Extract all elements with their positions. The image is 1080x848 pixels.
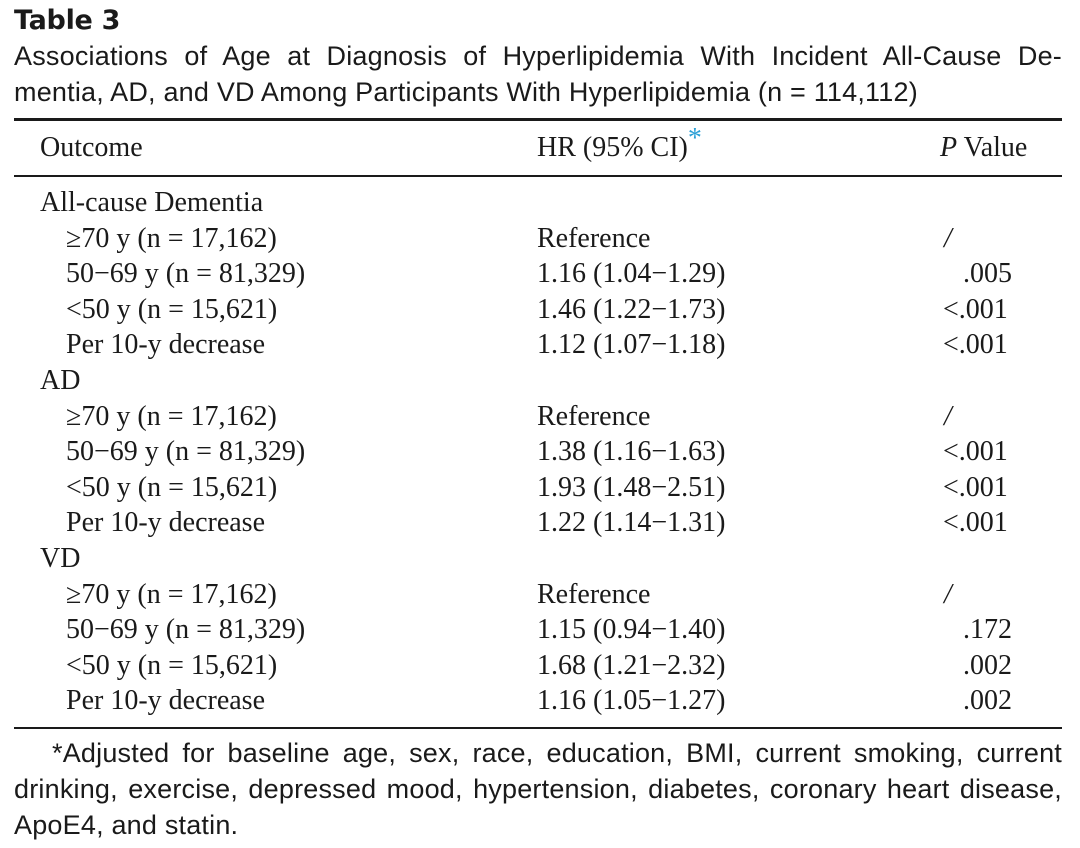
cell-p-value xyxy=(938,434,1048,470)
cell-outcome: <50 y (n = 15,621) xyxy=(66,649,278,681)
header-hr-label: HR (95% CI) xyxy=(537,132,688,163)
table-row xyxy=(14,577,1062,613)
group-header-row xyxy=(14,185,1062,221)
p-value-text: <.001 xyxy=(943,293,1008,325)
table-row xyxy=(14,470,1062,506)
cell-p-value xyxy=(938,612,1048,648)
cell-p-value xyxy=(938,648,1048,684)
table-footnote xyxy=(14,735,1062,843)
p-value-text: <.001 xyxy=(943,436,1008,468)
table-row xyxy=(14,434,1062,470)
table-row xyxy=(14,327,1062,363)
p-value-text: <.001 xyxy=(943,329,1008,361)
cell-p-value xyxy=(938,399,1048,435)
table-row xyxy=(14,256,1062,292)
cell-outcome: Per 10-y decrease xyxy=(66,329,266,361)
footnote-marker-link[interactable]: * xyxy=(687,123,702,154)
cell-outcome: ≥70 y (n = 17,162) xyxy=(66,400,277,432)
table-figure xyxy=(14,4,1062,843)
cell-hr: 1.16 (1.05−1.27) xyxy=(537,685,726,717)
p-value-text: / xyxy=(944,222,952,254)
table-body xyxy=(14,177,1062,727)
footnote-line-1: *Adjusted for baseline age, sex, race, education, BMI, current smoking, current xyxy=(52,737,1062,768)
table-row xyxy=(14,399,1062,435)
cell-outcome: <50 y (n = 15,621) xyxy=(66,471,278,503)
p-value-text: .005 xyxy=(963,258,1012,290)
cell-outcome: 50−69 y (n = 81,329) xyxy=(66,258,306,290)
table-row xyxy=(14,683,1062,719)
cell-outcome: 50−69 y (n = 81,329) xyxy=(66,436,306,468)
header-p-value xyxy=(940,121,1027,175)
group-header-row xyxy=(14,363,1062,399)
caption-line-2: mentia, AD, and VD Among Participants With Hyperlipidemia (n = 114,112) xyxy=(14,77,918,107)
bottom-rule xyxy=(14,727,1062,729)
cell-outcome: 50−69 y (n = 81,329) xyxy=(66,614,306,646)
table-row xyxy=(14,221,1062,257)
header-p-italic: P xyxy=(940,132,958,163)
cell-p-value xyxy=(938,505,1048,541)
table-caption xyxy=(14,38,1062,110)
p-value-text: .172 xyxy=(963,614,1012,646)
p-value-text: / xyxy=(944,400,952,432)
cell-hr: 1.93 (1.48−2.51) xyxy=(537,471,726,503)
p-value-text: / xyxy=(944,578,952,610)
group-label: VD xyxy=(40,542,81,574)
group-label: All-cause Dementia xyxy=(40,187,264,218)
cell-hr: 1.12 (1.07−1.18) xyxy=(537,329,726,361)
header-hr xyxy=(537,121,702,175)
caption-line-1: Associations of Age at Diagnosis of Hyperlipidemia With Incident All-Cause De- xyxy=(14,41,1062,71)
p-value-text: .002 xyxy=(963,685,1012,717)
cell-outcome: ≥70 y (n = 17,162) xyxy=(66,578,277,610)
cell-hr: Reference xyxy=(537,400,651,432)
cell-outcome: <50 y (n = 15,621) xyxy=(66,293,278,325)
table-header xyxy=(14,121,1062,175)
cell-hr: 1.68 (1.21−2.32) xyxy=(537,649,726,681)
cell-outcome: Per 10-y decrease xyxy=(66,685,266,717)
cell-p-value xyxy=(938,292,1048,328)
cell-p-value xyxy=(938,683,1048,719)
cell-p-value xyxy=(938,256,1048,292)
cell-hr: 1.15 (0.94−1.40) xyxy=(537,614,726,646)
table-row xyxy=(14,292,1062,328)
table-row xyxy=(14,648,1062,684)
table-row xyxy=(14,505,1062,541)
p-value-text: .002 xyxy=(963,649,1012,681)
cell-p-value xyxy=(938,327,1048,363)
cell-outcome: ≥70 y (n = 17,162) xyxy=(66,222,277,254)
group-header-row xyxy=(14,541,1062,577)
cell-hr: 1.16 (1.04−1.29) xyxy=(537,258,726,290)
table-row xyxy=(14,612,1062,648)
footnote-line-2: drinking, exercise, depressed mood, hypertension, diabetes, coronary heart disease, xyxy=(14,773,1062,804)
table-label: Table 3 xyxy=(14,5,121,36)
p-value-text: <.001 xyxy=(943,507,1008,539)
cell-hr: 1.46 (1.22−1.73) xyxy=(537,293,726,325)
group-label: AD xyxy=(40,364,81,396)
header-outcome: Outcome xyxy=(40,132,143,163)
cell-hr: 1.22 (1.14−1.31) xyxy=(537,507,726,539)
header-p-rest: Value xyxy=(957,132,1028,163)
cell-hr: Reference xyxy=(537,222,651,254)
cell-p-value xyxy=(938,221,1048,257)
p-value-text: <.001 xyxy=(943,471,1008,503)
cell-p-value xyxy=(938,470,1048,506)
cell-hr: Reference xyxy=(537,578,651,610)
footnote-line-3: ApoE4, and statin. xyxy=(14,809,239,840)
cell-hr: 1.38 (1.16−1.63) xyxy=(537,436,726,468)
cell-p-value xyxy=(938,577,1048,613)
cell-outcome: Per 10-y decrease xyxy=(66,507,266,539)
